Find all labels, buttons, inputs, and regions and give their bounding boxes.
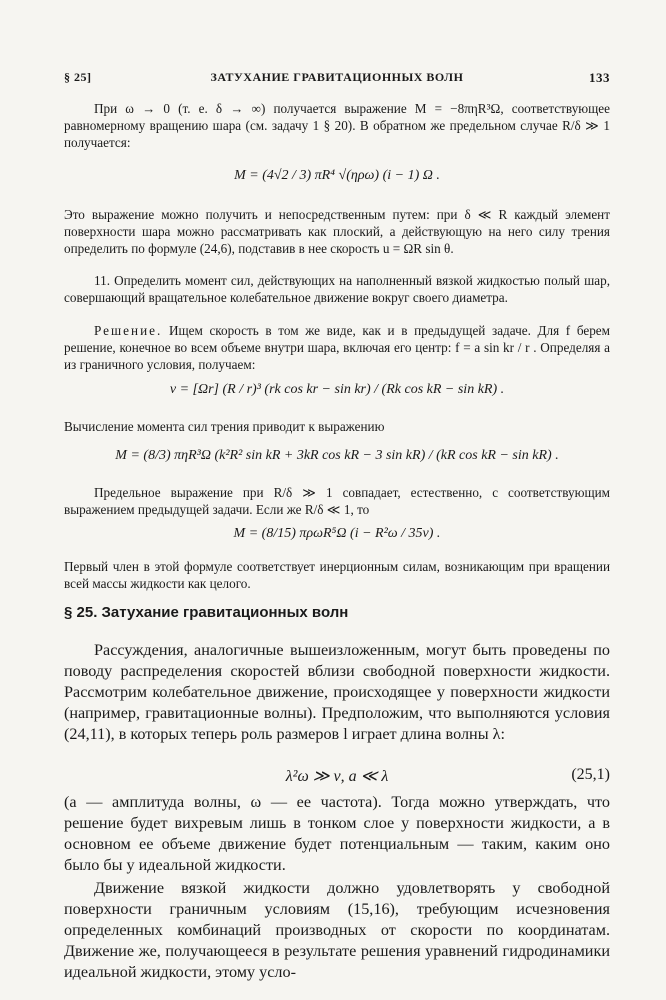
equation-25-1: [64, 766, 610, 786]
body-paragraph-2: (a — амплитуда волны, ω — ее частота). Тогда можно утверждать, что решение будет вихревым лишь в тонком слое у поверхности жидкости, а в основном ее объеме движение будет потенциальным — таким, каким оно было бы у идеальной жидкости.: [64, 793, 610, 874]
page-number: 133: [589, 70, 610, 85]
paragraph-direct-method: Это выражение можно получить и непосредственным путем: при δ ≪ R каждый элемент поверхности шара можно рассматривать как плоский, а действующую на него силу трения определить по формуле (24,6), подставив в нее скорость u = ΩR sin θ.: [64, 207, 610, 256]
solution-paragraph: [64, 322, 610, 373]
section-title: § 25. Затухание гравитационных волн: [64, 604, 349, 621]
solution-text: Ищем скорость в том же виде, как и в предыдущей задаче. Для f берем решение, конечное во всем объеме внутри шара, включая его центр: f = a sin kr / r . Определяя a из граничного условия, получаем:: [64, 323, 610, 372]
equation-velocity: v = [Ωr] (R / r)³ (rk cos kr − sin kr) / (Rk cos kR − sin kR) .: [169, 382, 505, 397]
equation-torque-high-limit: M = (4√2 / 3) πR⁴ √(ηρω) (i − 1) Ω .: [234, 168, 440, 183]
equation-torque-general: M = (8/3) πηR³Ω (k²R² sin kR + 3kR cos kR − 3 sin kR) / (kR cos kR − sin kR) .: [115, 448, 559, 463]
solution-label: Решение.: [94, 323, 163, 338]
problem-11-statement: 11. Определить момент сил, действующих на наполненный вязкой жидкостью полый шар, совершающий вращательное колебательное движение вокруг своего диаметра.: [64, 273, 610, 305]
header-running-title: ЗАТУХАНИЕ ГРАВИТАЦИОННЫХ ВОЛН: [210, 70, 464, 84]
paragraph-moment-calculation: Вычисление момента сил трения приводит к выражению: [64, 419, 385, 434]
equation-torque-low-limit: M = (8/15) πρωR⁵Ω (i − R²ω / 35ν) .: [233, 526, 441, 541]
body-paragraph-3: Движение вязкой жидкости должно удовлетворять у свободной поверхности граничным условиям (15,16), требующим исчезновения определенных комбинаций производных от скорости по координатам. Движение же, получающееся в результате решения уравнений гидродинамики идеальной жидкости, этому усло-: [64, 879, 610, 981]
equation-number: (25,1): [571, 766, 610, 783]
running-header: [64, 70, 610, 90]
equation-25-1-text: λ²ω ≫ ν, a ≪ λ: [285, 768, 389, 785]
header-section-ref: § 25]: [64, 70, 92, 84]
body-paragraph-1: Рассуждения, аналогичные вышеизложенным, могут быть проведены по поводу распределения скоростей вблизи свободной поверхности жидкости. Рассмотрим колебательное движение, происходящее у поверхности жидкости (например, гравитационные волны). Предположим, что выполняются условия (24,11), в которых теперь роль размеров l играет длина волны λ:: [64, 641, 610, 743]
paragraph-limiting-expression: Предельное выражение при R/δ ≫ 1 совпадает, естественно, с соответствующим выражением предыдущей задачи. Если же R/δ ≪ 1, то: [64, 485, 610, 517]
paragraph-limit-low-frequency: При ω → 0 (т. е. δ → ∞) получается выражение M = −8πηR³Ω, соответствующее равномерному вращению шара (см. задачу 1 § 20). В обратном же предельном случае R/δ ≫ 1 получается:: [64, 101, 610, 150]
paragraph-inertial-term: Первый член в этой формуле соответствует инерционным силам, возникающим при вращении всей массы жидкости как целого.: [64, 559, 610, 591]
